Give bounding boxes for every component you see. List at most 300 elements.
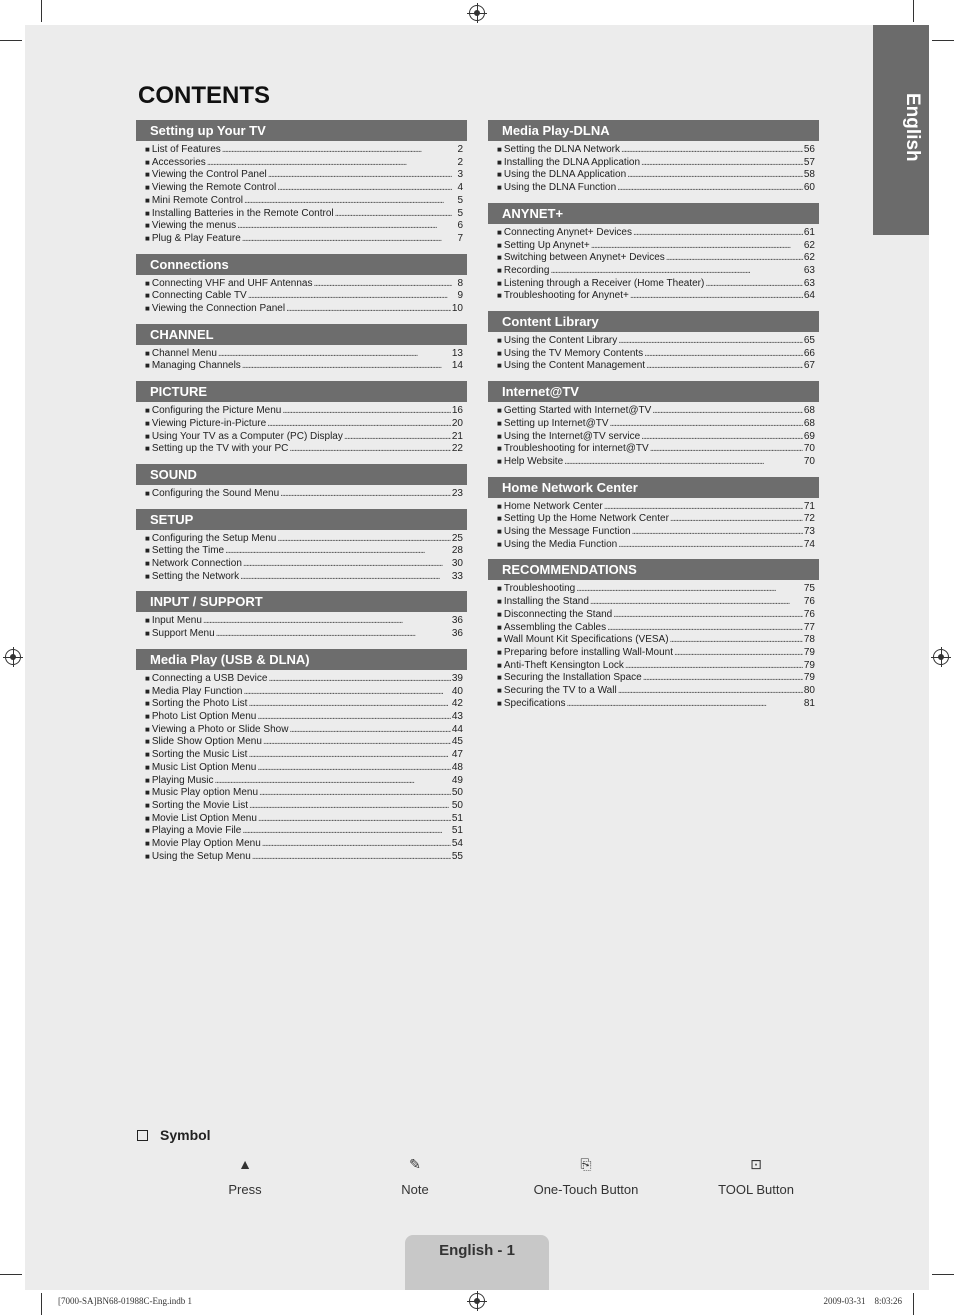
toc-entry[interactable] (497, 290, 815, 303)
toc-entry-page: 68 (803, 405, 815, 417)
toc-section (136, 324, 467, 373)
toc-entry[interactable] (145, 673, 463, 686)
toc-entry-page: 62 (803, 252, 815, 264)
toc-entry-page: 22 (451, 443, 463, 455)
square-bullet-icon: ■ (145, 183, 150, 193)
toc-entry[interactable] (145, 443, 463, 456)
dot-leader (203, 615, 451, 628)
dot-leader (243, 686, 450, 699)
section-heading: Media Play-DLNA (488, 120, 819, 141)
toc-entry[interactable] (145, 278, 463, 291)
toc-entry[interactable] (145, 488, 463, 501)
symbol-label: Press (228, 1182, 262, 1197)
dot-leader (242, 360, 451, 373)
dot-leader (670, 634, 803, 647)
dot-leader (641, 157, 803, 170)
toc-entry[interactable] (145, 431, 463, 444)
toc-entry-label: Securing the Installation Space (503, 672, 642, 684)
registration-mark-icon (469, 5, 485, 21)
toc-entry[interactable] (497, 335, 815, 348)
dot-leader (289, 443, 450, 456)
section-heading: Content Library (488, 311, 819, 332)
dot-leader (590, 596, 803, 609)
toc-item-list (136, 530, 467, 584)
toc-entry[interactable] (497, 698, 815, 711)
toc-right-column (488, 120, 819, 719)
toc-entry[interactable] (497, 227, 815, 240)
dot-leader (564, 456, 803, 469)
toc-entry-label: Viewing a Photo or Slide Show (151, 723, 289, 735)
toc-entry[interactable] (497, 583, 815, 596)
dot-leader (630, 290, 803, 303)
square-bullet-icon: ■ (497, 609, 502, 619)
toc-entry[interactable] (145, 418, 463, 431)
toc-entry[interactable] (145, 405, 463, 418)
toc-entry-label: Using the DLNA Function (503, 182, 617, 194)
section-heading: Media Play (USB & DLNA) (136, 649, 467, 670)
square-bullet-icon: ■ (497, 539, 502, 549)
toc-entry-label: Movie Play Option Menu (151, 838, 261, 850)
dot-leader (215, 775, 451, 788)
toc-entry-label: Wall Mount Kit Specifications (VESA) (503, 634, 669, 646)
toc-entry-page: 50 (451, 787, 463, 799)
toc-section (488, 559, 819, 710)
toc-entry-label: Music Play option Menu (151, 787, 259, 799)
toc-entry-page: 51 (451, 825, 463, 837)
toc-entry-label: Setting up the TV with your PC (151, 443, 289, 455)
toc-entry[interactable] (145, 348, 463, 361)
toc-entry-page: 72 (803, 513, 815, 525)
toc-entry[interactable] (145, 195, 463, 208)
toc-item-list (136, 141, 467, 246)
section-heading: Connections (136, 254, 467, 275)
square-bullet-icon: ■ (497, 673, 502, 683)
toc-section (136, 591, 467, 640)
toc-entry-page: 8 (457, 277, 463, 289)
toc-entry-page: 36 (451, 628, 463, 640)
square-bullet-icon: ■ (497, 278, 502, 288)
square-bullet-icon: ■ (497, 622, 502, 632)
crop-mark (0, 40, 22, 41)
square-bullet-icon: ■ (145, 699, 150, 709)
toc-entry-page: 76 (803, 596, 815, 608)
toc-entry-page: 20 (451, 417, 463, 429)
square-bullet-icon: ■ (145, 800, 150, 810)
toc-entry-page: 45 (451, 736, 463, 748)
toc-entry[interactable] (497, 685, 815, 698)
square-bullet-icon: ■ (497, 240, 502, 250)
toc-entry-label: Home Network Center (503, 500, 603, 512)
section-heading: ANYNET+ (488, 203, 819, 224)
dot-leader (242, 825, 451, 838)
square-bullet-icon: ■ (145, 533, 150, 543)
square-bullet-icon: ■ (145, 361, 150, 371)
toc-section (136, 381, 467, 456)
toc-entry[interactable] (145, 800, 463, 813)
toc-entry-page: 7 (457, 232, 463, 244)
square-bullet-icon: ■ (497, 527, 502, 537)
toc-item-list (136, 670, 467, 864)
dot-leader (705, 278, 803, 291)
square-bullet-icon: ■ (497, 584, 502, 594)
dot-leader (550, 265, 802, 278)
square-bullet-icon: ■ (145, 278, 150, 288)
dot-leader (652, 405, 803, 418)
toc-entry-label: Recording (503, 264, 550, 276)
language-tab (873, 25, 929, 235)
toc-entry-page: 42 (451, 698, 463, 710)
dot-leader (216, 628, 451, 641)
dot-leader (225, 545, 451, 558)
toc-entry[interactable] (145, 290, 463, 303)
dot-leader (280, 488, 451, 501)
toc-entry-page: 2 (457, 144, 463, 155)
toc-entry-page: 4 (457, 182, 463, 194)
toc-entry-page: 66 (803, 347, 815, 359)
toc-entry-label: Setting the Time (151, 545, 225, 557)
toc-entry-page: 65 (803, 335, 815, 347)
tool-button-icon: ⊡ (750, 1156, 762, 1172)
toc-entry-page: 28 (451, 545, 463, 557)
toc-entry-page: 3 (457, 169, 463, 181)
square-bullet-icon: ■ (145, 195, 150, 205)
section-heading: SOUND (136, 464, 467, 485)
toc-entry-page: 39 (451, 672, 463, 684)
section-heading: Internet@TV (488, 381, 819, 402)
crop-mark (41, 0, 42, 22)
toc-entry-page: 54 (451, 838, 463, 850)
toc-entry-page: 75 (803, 583, 815, 595)
toc-entry[interactable] (145, 545, 463, 558)
dot-leader (248, 749, 450, 762)
toc-entry-label: Managing Channels (151, 360, 241, 372)
square-bullet-icon: ■ (497, 183, 502, 193)
symbol-one-touch-button (516, 1152, 656, 1197)
symbol-press (175, 1152, 315, 1197)
square-bullet-icon: ■ (497, 456, 502, 466)
square-bullet-icon: ■ (497, 336, 502, 346)
square-bullet-icon: ■ (497, 514, 502, 524)
toc-entry[interactable] (497, 526, 815, 539)
toc-entry[interactable] (145, 220, 463, 233)
toc-entry-label: Disconnecting the Stand (503, 608, 613, 620)
toc-entry-label: Using Your TV as a Computer (PC) Display (151, 430, 343, 442)
toc-entry[interactable] (145, 169, 463, 182)
toc-section (488, 311, 819, 373)
square-bullet-icon: ■ (145, 348, 150, 358)
toc-entry[interactable] (497, 182, 815, 195)
checkbox-square-icon (137, 1130, 148, 1141)
footer-filename: [7000-SA]BN68-01988C-Eng.indb 1 (58, 1296, 192, 1306)
toc-entry-page: 56 (803, 144, 815, 155)
toc-entry-page: 57 (803, 156, 815, 168)
dot-leader (641, 431, 803, 444)
toc-entry[interactable] (145, 686, 463, 699)
toc-entry-page: 64 (803, 290, 815, 302)
toc-entry-page: 62 (803, 239, 815, 251)
toc-entry-label: Specifications (503, 697, 566, 709)
toc-entry-label: Using the Content Library (503, 335, 618, 347)
dot-leader (604, 501, 803, 514)
dot-leader (263, 736, 451, 749)
toc-entry-page: 25 (451, 532, 463, 544)
toc-entry-label: Setting the Network (151, 570, 240, 582)
toc-entry-page: 44 (451, 723, 463, 735)
toc-entry-label: Playing a Movie File (151, 825, 242, 837)
toc-entry-page: 6 (457, 220, 463, 232)
toc-entry-label: Connecting a USB Device (151, 672, 268, 684)
dot-leader (607, 622, 803, 635)
toc-entry-label: Sorting the Music List (151, 749, 248, 761)
toc-entry-page: 49 (451, 774, 463, 786)
toc-entry-label: Slide Show Option Menu (151, 736, 262, 748)
square-bullet-icon: ■ (145, 750, 150, 760)
toc-entry-page: 60 (803, 182, 815, 194)
registration-mark-icon (933, 649, 949, 665)
toc-entry-label: Using the Content Management (503, 360, 646, 372)
toc-entry-page: 5 (457, 194, 463, 206)
toc-entry[interactable] (145, 628, 463, 641)
dot-leader (670, 513, 803, 526)
toc-entry[interactable] (145, 208, 463, 221)
section-heading: Setting up Your TV (136, 120, 467, 141)
toc-entry[interactable] (145, 825, 463, 838)
footer-timestamp: 2009-03-31 8:03:26 (823, 1296, 902, 1306)
toc-entry-page: 70 (803, 443, 815, 455)
toc-entry[interactable] (145, 144, 463, 157)
square-bullet-icon: ■ (145, 851, 150, 861)
toc-entry-label: Configuring the Picture Menu (151, 405, 282, 417)
toc-entry[interactable] (145, 838, 463, 851)
dot-leader (289, 724, 450, 737)
toc-entry-page: 14 (451, 360, 463, 372)
toc-entry[interactable] (145, 558, 463, 571)
toc-entry[interactable] (497, 431, 815, 444)
square-bullet-icon: ■ (145, 431, 150, 441)
toc-entry[interactable] (145, 749, 463, 762)
dot-leader (268, 673, 450, 686)
toc-entry[interactable] (497, 348, 815, 361)
toc-entry[interactable] (497, 456, 815, 469)
toc-entry[interactable] (497, 144, 815, 157)
dot-leader (207, 157, 452, 170)
square-bullet-icon: ■ (497, 418, 502, 428)
toc-item-list (488, 141, 819, 195)
square-bullet-icon: ■ (497, 597, 502, 607)
crop-mark (41, 1293, 42, 1315)
toc-entry-page: 78 (803, 634, 815, 646)
one-touch-button-icon: ⎘ (580, 1156, 592, 1172)
press-icon: ▲ (238, 1156, 252, 1172)
section-heading: RECOMMENDATIONS (488, 559, 819, 580)
page-number: English - 1 (405, 1235, 549, 1290)
section-heading: CHANNEL (136, 324, 467, 345)
toc-entry-page: 61 (803, 226, 815, 238)
toc-entry[interactable] (497, 672, 815, 685)
dot-leader (567, 698, 803, 711)
toc-entry-page: 79 (803, 672, 815, 684)
toc-entry[interactable] (497, 278, 815, 291)
toc-entry[interactable] (497, 622, 815, 635)
dot-leader (591, 240, 803, 253)
square-bullet-icon: ■ (497, 170, 502, 180)
square-bullet-icon: ■ (145, 546, 150, 556)
dot-leader (643, 672, 803, 685)
toc-entry[interactable] (497, 443, 815, 456)
toc-entry[interactable] (497, 609, 815, 622)
square-bullet-icon: ■ (145, 221, 150, 231)
toc-entry-label: Music List Option Menu (151, 761, 257, 773)
toc-entry-label: Troubleshooting for internet@TV (503, 443, 649, 455)
dot-leader (257, 711, 451, 724)
toc-entry-label: Help Website (503, 455, 564, 467)
registration-mark-icon (469, 1293, 485, 1309)
toc-entry[interactable] (145, 724, 463, 737)
crop-mark (932, 1274, 954, 1275)
toc-entry[interactable] (497, 596, 815, 609)
toc-entry-label: Accessories (151, 156, 206, 168)
toc-section (136, 120, 467, 246)
toc-entry-page: 58 (803, 169, 815, 181)
toc-entry[interactable] (497, 647, 815, 660)
dot-leader (259, 787, 451, 800)
square-bullet-icon: ■ (497, 686, 502, 696)
toc-entry[interactable] (497, 501, 815, 514)
toc-item-list (136, 485, 467, 501)
toc-entry[interactable] (497, 660, 815, 673)
square-bullet-icon: ■ (145, 418, 150, 428)
toc-entry[interactable] (145, 711, 463, 724)
square-bullet-icon: ■ (145, 775, 150, 785)
toc-entry-label: Mini Remote Control (151, 194, 243, 206)
dot-leader (267, 418, 451, 431)
toc-entry-page: 21 (451, 430, 463, 442)
dot-leader (646, 360, 803, 373)
toc-entry[interactable] (145, 360, 463, 373)
toc-entry[interactable] (145, 303, 463, 316)
toc-section (488, 120, 819, 195)
toc-entry[interactable] (497, 265, 815, 278)
toc-entry-label: Switching between Anynet+ Devices (503, 252, 665, 264)
toc-entry-label: Movie List Option Menu (151, 812, 257, 824)
toc-entry-label: Preparing before installing Wall-Mount (503, 646, 673, 658)
square-bullet-icon: ■ (497, 501, 502, 511)
square-bullet-icon: ■ (497, 265, 502, 275)
toc-entry-label: Viewing the Control Panel (151, 169, 267, 181)
toc-entry-page: 33 (451, 570, 463, 582)
toc-item-list (136, 612, 467, 640)
toc-entry[interactable] (497, 157, 815, 170)
dot-leader (617, 182, 803, 195)
square-bullet-icon: ■ (145, 711, 150, 721)
square-bullet-icon: ■ (497, 348, 502, 358)
symbol-heading-label: Symbol (160, 1127, 211, 1143)
square-bullet-icon: ■ (497, 660, 502, 670)
dot-leader (613, 609, 803, 622)
dot-leader (258, 813, 451, 826)
toc-entry-page: 47 (451, 749, 463, 761)
toc-entry[interactable] (145, 233, 463, 246)
square-bullet-icon: ■ (497, 698, 502, 708)
dot-leader (644, 348, 803, 361)
square-bullet-icon: ■ (497, 431, 502, 441)
square-bullet-icon: ■ (145, 839, 150, 849)
toc-entry-label: Installing Batteries in the Remote Control (151, 207, 334, 219)
toc-entry-page: 30 (451, 558, 463, 570)
toc-entry[interactable] (497, 539, 815, 552)
toc-entry-page: 80 (803, 685, 815, 697)
toc-entry-page: 51 (451, 812, 463, 824)
square-bullet-icon: ■ (497, 361, 502, 371)
toc-entry[interactable] (145, 851, 463, 864)
square-bullet-icon: ■ (497, 647, 502, 657)
toc-entry[interactable] (145, 615, 463, 628)
toc-entry[interactable] (497, 634, 815, 647)
toc-entry-label: Connecting Cable TV (151, 290, 247, 302)
toc-entry-label: Configuring the Setup Menu (151, 532, 277, 544)
toc-entry-page: 10 (451, 303, 463, 315)
toc-entry[interactable] (497, 405, 815, 418)
toc-entry-page: 79 (803, 646, 815, 658)
toc-entry-label: Anti-Theft Kensington Lock (503, 659, 624, 671)
toc-entry-page: 23 (451, 487, 463, 499)
symbol-label: TOOL Button (718, 1182, 794, 1197)
registration-mark-icon (5, 649, 21, 665)
toc-entry-label: Support Menu (151, 628, 215, 640)
square-bullet-icon: ■ (145, 233, 150, 243)
toc-section (136, 254, 467, 316)
dot-leader (237, 220, 452, 233)
toc-entry-page: 5 (457, 207, 463, 219)
toc-entry-label: Input Menu (151, 615, 202, 627)
toc-entry[interactable] (497, 169, 815, 182)
toc-entry[interactable] (145, 571, 463, 584)
toc-entry[interactable] (145, 533, 463, 546)
toc-entry[interactable] (145, 813, 463, 826)
toc-entry-label: Setting Up the Home Network Center (503, 513, 669, 525)
toc-entry[interactable] (145, 182, 463, 195)
toc-entry-page: 69 (803, 430, 815, 442)
toc-entry-label: List of Features (151, 144, 221, 155)
toc-entry[interactable] (145, 698, 463, 711)
symbol-heading (137, 1127, 211, 1143)
dot-leader (633, 227, 803, 240)
toc-entry[interactable] (145, 736, 463, 749)
toc-entry[interactable] (145, 775, 463, 788)
square-bullet-icon: ■ (497, 406, 502, 416)
toc-entry[interactable] (497, 513, 815, 526)
square-bullet-icon: ■ (145, 291, 150, 301)
toc-section (136, 509, 467, 584)
toc-entry-label: Photo List Option Menu (151, 710, 257, 722)
toc-item-list (488, 224, 819, 303)
toc-entry[interactable] (497, 252, 815, 265)
toc-entry[interactable] (145, 157, 463, 170)
dot-leader (262, 838, 451, 851)
toc-entry-label: Sorting the Movie List (151, 799, 249, 811)
toc-entry[interactable] (497, 240, 815, 253)
toc-entry-label: Installing the DLNA Application (503, 156, 641, 168)
toc-entry[interactable] (145, 762, 463, 775)
toc-entry[interactable] (497, 418, 815, 431)
toc-entry-page: 50 (451, 799, 463, 811)
toc-entry-label: Viewing Picture-in-Picture (151, 417, 267, 429)
square-bullet-icon: ■ (145, 616, 150, 626)
toc-entry[interactable] (497, 360, 815, 373)
toc-entry[interactable] (145, 787, 463, 800)
toc-section (136, 464, 467, 501)
toc-entry-page: 13 (451, 347, 463, 359)
